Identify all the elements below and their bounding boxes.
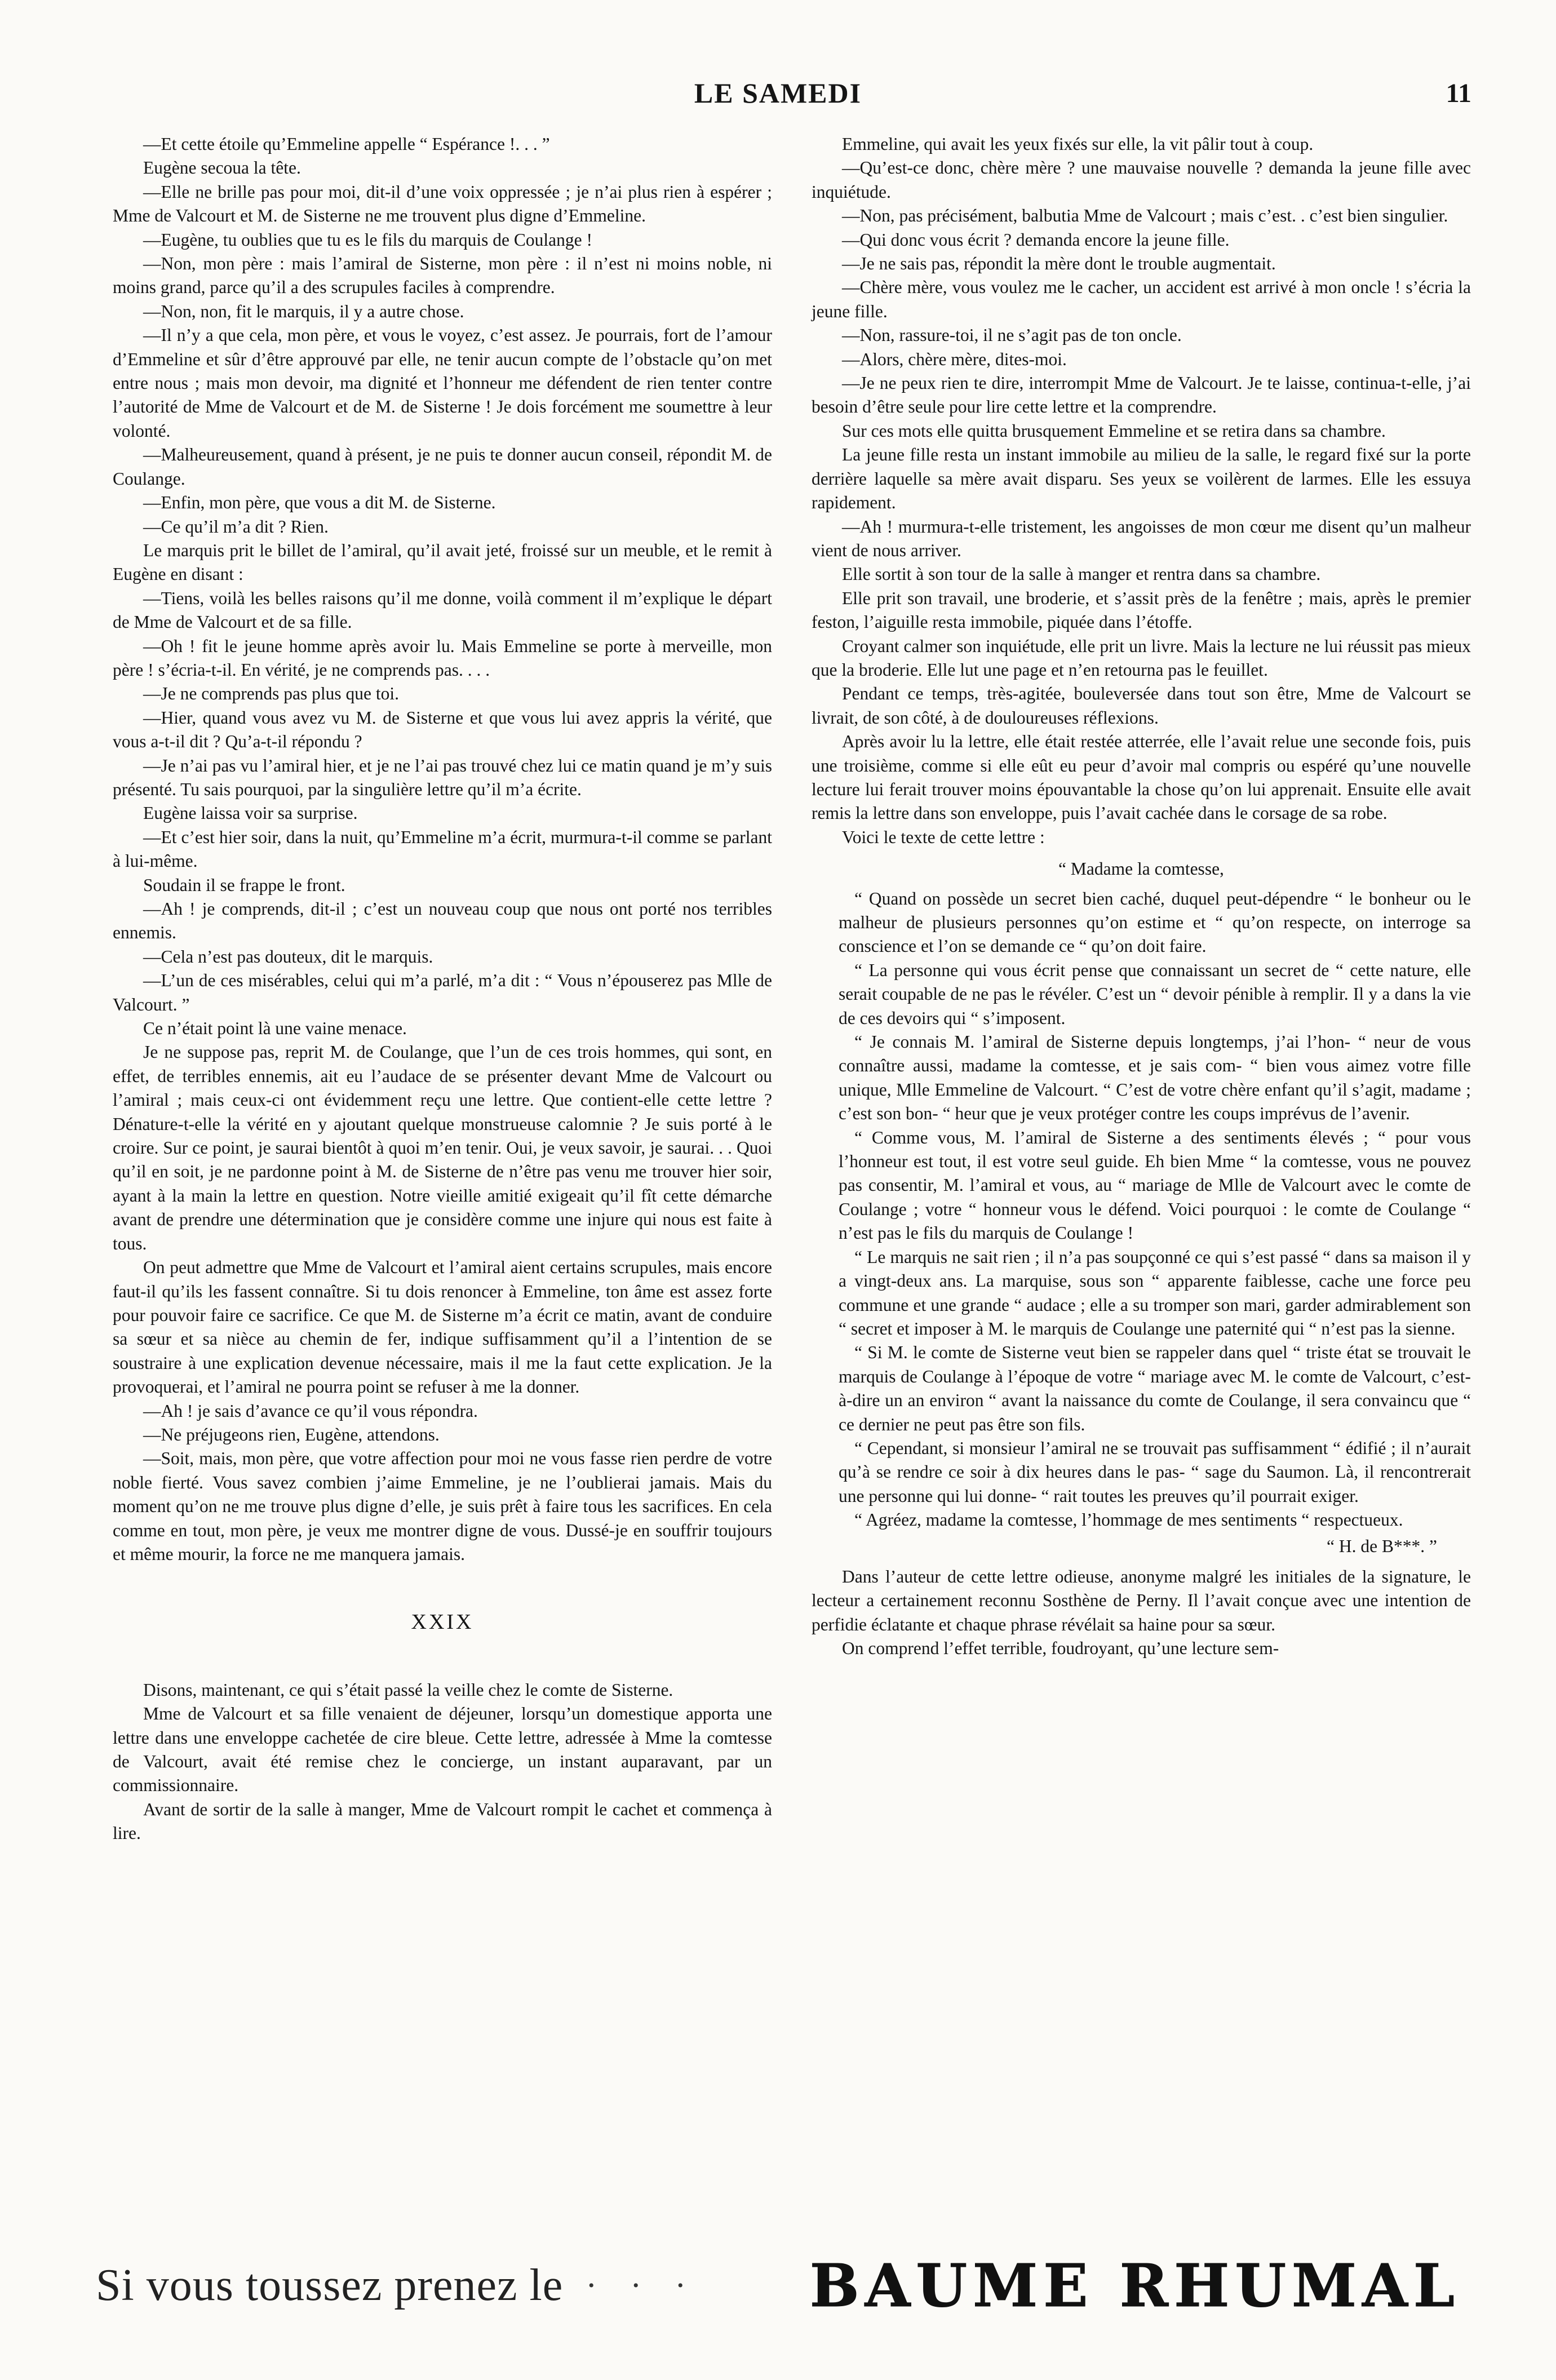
paragraph: —Ce qu’il m’a dit ? Rien. [143,516,329,537]
paragraph: Mme de Valcourt et sa fille venaient de déjeuner, lorsqu’un domestique apporta une lettre dans une enveloppe cachetée de cire bleue. Cette lettre, adressée à Mme la comtesse de Valcourt, avait été remise chez le concierge, un instant auparavant, par un commissionnaire. [113,1704,772,1796]
paragraph: —Il n’y a que cela, mon père, et vous le voyez, c’est assez. Je pourrais, fort de l’amour d’Emmeline et sûr d’être approuvé par elle, ne tenir aucun compte de l’obstacle qu’on met entre nous ; mais mon devoir, ma dignité et l’honneur me défendent de rien tenter contre l’autorité de Mme de Valcourt et de M. de Sisterne ! Je dois forcément me soumettre à leur volonté. [113,325,772,441]
paragraph: Sur ces mots elle quitta brusquement Emmeline et se retira dans sa chambre. [842,420,1386,441]
paragraph: Croyant calmer son inquiétude, elle prit un livre. Mais la lecture ne lui réussit pas mieux que la broderie. Elle lut une page et n’en retourna pas le feuillet. [812,636,1471,680]
paragraph: Je ne suppose pas, reprit M. de Coulange, que l’un de ces trois hommes, qui sont, en effet, de terribles ennemis, ait eu l’audace de se présenter devant Mme de Valcourt ou l’amiral ; mais ceux-ci ont évidemment reçu une lettre. Que contient-elle cette lettre ? Dénature-t-elle la vérité en y ajoutant quelque monstrueuse calomnie ? Je suis porté à le croire. Sur ce point, je saurai bientôt à quoi m’en tenir. Oui, je veux savoir, je saurai. . . Quoi qu’il en soit, je ne pardonne point à M. de Sisterne de n’être pas venu me trouver hier soir, ayant à la main la lettre en question. Notre vieille amitié exigeait qu’il fît cette démarche avant de prendre une détermination que je considère comme une injure qui nous est faite à tous. [113,1042,772,1253]
paragraph: “ La personne qui vous écrit pense que connaissant un secret de “ cette nature, elle serait coupable de ne pas le révéler. C’est un “ devoir pénible à remplir. Il y a dans la vie de ces devoirs qui “ s’imposent. [839,960,1471,1028]
letter-body [812,887,1471,1532]
paragraph: —Non, mon père : mais l’amiral de Sisterne, mon père : il n’est ni moins noble, ni moins grand, parce qu’il a des scrupules faciles à comprendre. [113,254,772,298]
paragraph: —Je ne comprends pas plus que toi. [143,684,400,704]
right-column [812,132,1471,1661]
paragraph: Disons, maintenant, ce qui s’était passé la veille chez le comte de Sisterne. [143,1679,673,1700]
paragraph: —Chère mère, vous voulez me le cacher, un accident est arrivé à mon oncle ! s’écria la jeune fille. [812,277,1471,321]
paragraph: —Non, pas précisément, balbutia Mme de Valcourt ; mais c’est. . c’est bien singulier. [842,206,1448,226]
paragraph: —Je ne sais pas, répondit la mère dont le trouble augmentait. [842,254,1276,274]
left-column [113,132,772,1846]
page-header [85,68,1471,118]
paragraph: “ Quand on possède un secret bien caché, duquel peut-dépendre “ le bonheur ou le malheur de plusieurs personnes qu’on estime et “ qu’on respecte, on interroge sa conscience et l’on se demande ce “ qu’on doit faire. [839,888,1471,956]
paragraph: —Soit, mais, mon père, que votre affection pour moi ne vous fasse rien perdre de votre noble fierté. Vous savez combien j’aime Emmeline, je ne l’oublierai jamais. Mais du moment qu’on ne me trouve plus digne d’elle, je suis prêt à faire tous les sacrifices. En cela comme en tout, mon père, je veux me montrer digne de vous. Dussé-je en souffrir toujours et même mourir, la force ne me manquera jamais. [113,1448,772,1564]
paragraph: —Tiens, voilà les belles raisons qu’il me donne, voilà comment il m’explique le départ de Mme de Valcourt et de sa fille. [113,588,772,632]
paragraph: “ Cependant, si monsieur l’amiral ne se trouvait pas suffisamment “ édifié ; il n’aurait qu’à se rendre ce soir à dix heures dans le pas- “ sage du Saumon. Là, il rencontrerait une personne qui lui donne- “ rait toutes les preuves qu’il pourrait exiger. [839,1438,1471,1506]
advertisement-text: Si vous toussez prenez le [96,2260,564,2310]
right-column-body [812,132,1471,849]
paragraph: —Et cette étoile qu’Emmeline appelle “ Espérance !. . . ” [143,134,550,154]
paragraph: —Eugène, tu oublies que tu es le fils du marquis de Coulange ! [143,229,592,250]
paragraph: On peut admettre que Mme de Valcourt et l’amiral aient certains scrupules, mais encore faut-il qu’ils les fassent connaître. Si tu dois renoncer à Emmeline, ton âme est assez forte pour pouvoir faire ce sacrifice. Ce que M. de Sisterne m’a écrit ce matin, avant de conduire sa sœur et sa nièce au chemin de fer, indique suffisamment qu’il a l’intention de se soustraire à une explication devenue nécessaire, mais il me la faut cette explication. Je la provoquerai, et l’amiral ne pourra point se refuser à me la donner. [113,1257,772,1397]
paragraph: “ Je connais M. l’amiral de Sisterne depuis longtemps, j’ai l’hon- “ neur de vous connaître aussi, madame la comtesse, et je sais com- “ bien vous aimez votre fille unique, Mlle Emmeline de Valcourt. “ C’est de votre chère enfant qu’il s’agit, madame ; c’est son bon- “ heur que je veux protéger contre les coups imprévus de l’avenir. [839,1032,1471,1124]
advertisement-dots: · · · [586,2266,699,2304]
paragraph: Pendant ce temps, très-agitée, bouleversée dans tout son être, Mme de Valcourt se livrait, de son côté, à de douloureuses réflexions. [812,684,1471,728]
page-number: 11 [1446,78,1471,108]
newspaper-title: LE SAMEDI [694,77,862,109]
paragraph: —Ah ! murmura-t-elle tristement, les angoisses de mon cœur me disent qu’un malheur vient de nous arriver. [812,516,1471,560]
paragraph: —Alors, chère mère, dites-moi. [842,349,1067,369]
paragraph: —Oh ! fit le jeune homme après avoir lu. Mais Emmeline se porte à merveille, mon père ! s’écria-t-il. En vérité, je ne comprends pas. . . . [113,636,772,680]
paragraph: Voici le texte de cette lettre : [842,827,1045,847]
paragraph: Après avoir lu la lettre, elle était restée atterrée, elle l’avait relue une seconde fois, puis une troisième, comme si elle eût eu peur d’avoir mal compris ou espéré qu’une nouvelle lecture lui ferait trouver moins épouvantable la chose qu’on lui apprenait. Ensuite elle avait remis la lettre dans son enveloppe, puis l’avait cachée dans le corsage de sa robe. [812,732,1471,823]
paragraph: “ Le marquis ne sait rien ; il n’a pas soupçonné ce qui s’est passé “ dans sa maison il y a vingt-deux ans. La marquise, sous son “ apparente faiblesse, cache une force peu commune et une grande “ audace ; elle a su tromper son mari, garder admirablement son “ secret et imposer à M. le marquis de Coulange une paternité qui “ n’est pas la sienne. [839,1247,1471,1339]
letter-salutation: “ Madame la comtesse, [1058,859,1224,879]
paragraph: —Elle ne brille pas pour moi, dit-il d’une voix oppressée ; je n’ai plus rien à espérer ; Mme de Valcourt et M. de Sisterne ne me trouvent plus digne d’Emmeline. [113,181,772,226]
paragraph: Avant de sortir de la salle à manger, Mme de Valcourt rompit le cachet et commença à lire. [113,1799,772,1843]
paragraph: “ Agréez, madame la comtesse, l’hommage de mes sentiments “ respectueux. [854,1510,1403,1530]
advertisement-banner [96,2249,1460,2322]
paragraph: —Et c’est hier soir, dans la nuit, qu’Emmeline m’a écrit, murmura-t-il comme se parlant à lui-même. [113,827,772,871]
paragraph: —Je ne peux rien te dire, interrompit Mme de Valcourt. Je te laisse, continua-t-elle, j’ai besoin d’être seule pour lire cette lettre et la comprendre. [812,373,1471,417]
left-column-body [113,132,772,1566]
paragraph: —Non, non, fit le marquis, il y a autre chose. [143,301,464,321]
paragraph: Le marquis prit le billet de l’amiral, qu’il avait jeté, froissé sur un meuble, et le remit à Eugène en disant : [113,540,772,584]
paragraph: Eugène laissa voir sa surprise. [143,803,358,823]
paragraph: —Non, rassure-toi, il ne s’agit pas de ton oncle. [842,325,1182,345]
paragraph: —Ne préjugeons rien, Eugène, attendons. [143,1424,440,1444]
right-column-continuation [812,1565,1471,1661]
paragraph: Elle sortit à son tour de la salle à manger et rentra dans sa chambre. [842,564,1321,584]
paragraph: “ Comme vous, M. l’amiral de Sisterne a des sentiments élevés ; “ pour vous l’honneur est tout, il est votre seul guide. Eh bien Mme “ la comtesse, vous ne pouvez pas consentir, M. l’amiral et vous, au “ mariage de Mlle de Valcourt avec le comte de Coulange ; votre “ honneur vous le défend. Voici pourquoi : le comte de Coulange “ n’est pas le fils du marquis de Coulange ! [839,1127,1471,1243]
chapter-heading: XXIX [411,1610,474,1634]
paragraph: —Je n’ai pas vu l’amiral hier, et je ne l’ai pas trouvé chez lui ce matin quand je m’y suis présenté. Tu sais pourquoi, par la singulière lettre qu’il m’a écrite. [113,755,772,799]
advertisement-brand: BAUME RHUMAL [809,2250,1460,2320]
paragraph: —Ah ! je comprends, dit-il ; c’est un nouveau coup que nous ont porté nos terribles ennemis. [113,899,772,943]
paragraph: —Qu’est-ce donc, chère mère ? une mauvaise nouvelle ? demanda la jeune fille avec inquiétude. [812,158,1471,202]
paragraph: —Hier, quand vous avez vu M. de Sisterne et que vous lui avez appris la vérité, que vous a-t-il dit ? Qu’a-t-il répondu ? [113,707,772,752]
paragraph: “ Si M. le comte de Sisterne veut bien se rappeler dans quel “ triste état se trouvait le marquis de Coulange à l’époque de votre “ mariage avec M. le comte de Valcourt, c’est-à-dire un an environ “ avant la naissance du comte de Coulange, il sera convaincu que “ ce dernier ne peut pas être son fils. [839,1342,1471,1434]
paragraph: Emmeline, qui avait les yeux fixés sur elle, la vit pâlir tout à coup. [842,134,1314,154]
letter-signature: “ H. de B***. ” [1327,1536,1437,1556]
paragraph: —L’un de ces misérables, celui qui m’a parlé, m’a dit : “ Vous n’épouserez pas Mlle de Valcourt. ” [113,970,772,1014]
paragraph: Soudain il se frappe le front. [143,875,345,895]
paragraph: Eugène secoua la tête. [143,158,301,178]
paragraph: —Cela n’est pas douteux, dit le marquis. [143,946,433,967]
chapter-body [113,1678,772,1846]
paragraph: Dans l’auteur de cette lettre odieuse, anonyme malgré les initiales de la signature, le lecteur a certainement reconnu Sosthène de Perny. Il l’avait conçue avec une intention de perfidie éclatante et chaque phrase révélait sa haine pour sa sœur. [812,1566,1471,1634]
paragraph: Elle prit son travail, une broderie, et s’assit près de la fenêtre ; mais, après le premier feston, l’aiguille resta immobile, piquée dans l’étoffe. [812,588,1471,632]
paragraph: —Enfin, mon père, que vous a dit M. de Sisterne. [143,493,496,513]
paragraph: La jeune fille resta un instant immobile au milieu de la salle, le regard fixé sur la porte derrière laquelle sa mère avait disparu. Ses yeux se voilèrent de larmes. Elle les essuya rapidement. [812,445,1471,513]
paragraph: —Ah ! je sais d’avance ce qu’il vous répondra. [143,1400,478,1421]
paragraph: —Malheureusement, quand à présent, je ne puis te donner aucun conseil, répondit M. de Coulange. [113,445,772,489]
paragraph: On comprend l’effet terrible, foudroyant, qu’une lecture sem- [842,1638,1279,1659]
paragraph: —Qui donc vous écrit ? demanda encore la jeune fille. [842,229,1230,250]
paragraph: Ce n’était point là une vaine menace. [143,1018,407,1039]
